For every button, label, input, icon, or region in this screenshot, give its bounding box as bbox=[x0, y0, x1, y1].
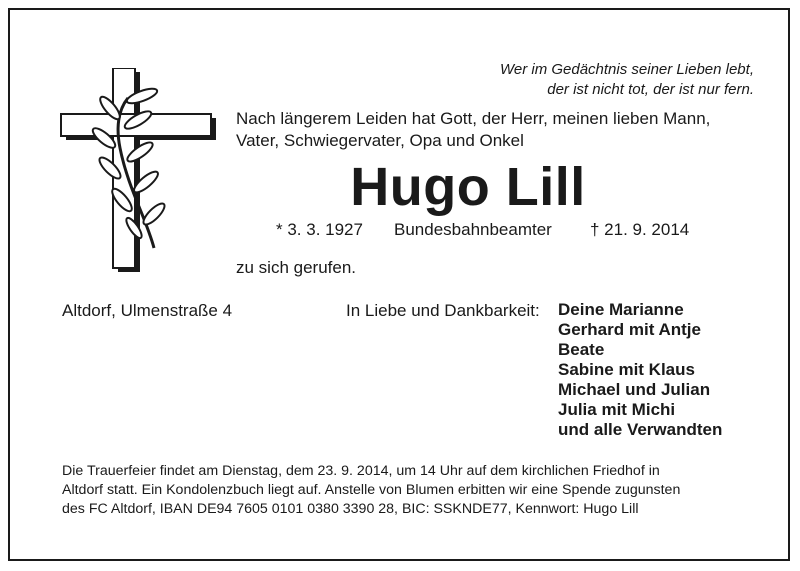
birth-date: * 3. 3. 1927 bbox=[276, 220, 363, 239]
mourner-item: Sabine mit Klaus bbox=[558, 360, 695, 379]
mourner-item: Julia mit Michi bbox=[558, 400, 676, 419]
gratitude-label: In Liebe und Dankbarkeit: bbox=[346, 301, 540, 320]
service-line-2: Altdorf statt. Ein Kondolenzbuch liegt auf. Anstelle von Blumen erbitten wir eine Spende zugunsten bbox=[62, 482, 681, 498]
funeral-service-info bbox=[62, 462, 752, 519]
mourner-item: Deine Marianne bbox=[558, 300, 684, 319]
mourner-item: und alle Verwandten bbox=[558, 420, 723, 439]
motto-line-1: Wer im Gedächtnis seiner Lieben lebt, bbox=[499, 61, 754, 78]
death-date: † 21. 9. 2014 bbox=[590, 220, 690, 239]
service-line-3: des FC Altdorf, IBAN DE94 7605 0101 0380 3390 28, BIC: SSKNDE77, Kennwort: Hugo Lill bbox=[62, 501, 639, 517]
deceased-name: Hugo Lill bbox=[350, 157, 586, 217]
intro-line-1: Nach längerem Leiden hat Gott, der Herr, meinen lieben Mann, bbox=[236, 109, 711, 128]
mourner-item: Beate bbox=[558, 340, 605, 359]
called-home-text: zu sich gerufen. bbox=[236, 258, 357, 277]
mourners-list bbox=[558, 300, 722, 440]
family-address: Altdorf, Ulmenstraße 4 bbox=[62, 301, 233, 320]
memorial-motto bbox=[354, 60, 754, 100]
occupation: Bundesbahnbeamter bbox=[394, 220, 552, 239]
intro-text bbox=[236, 108, 776, 152]
intro-line-2: Vater, Schwiegervater, Opa und Onkel bbox=[236, 131, 524, 150]
service-line-1: Die Trauerfeier findet am Dienstag, dem 23. 9. 2014, um 14 Uhr auf dem kirchlichen Friedhof in bbox=[62, 463, 660, 479]
mourner-item: Michael und Julian bbox=[558, 380, 711, 399]
motto-line-2: der ist nicht tot, der ist nur fern. bbox=[547, 81, 754, 98]
cross-with-palm-branch-icon bbox=[58, 68, 218, 278]
mourner-item: Gerhard mit Antje bbox=[558, 320, 701, 339]
